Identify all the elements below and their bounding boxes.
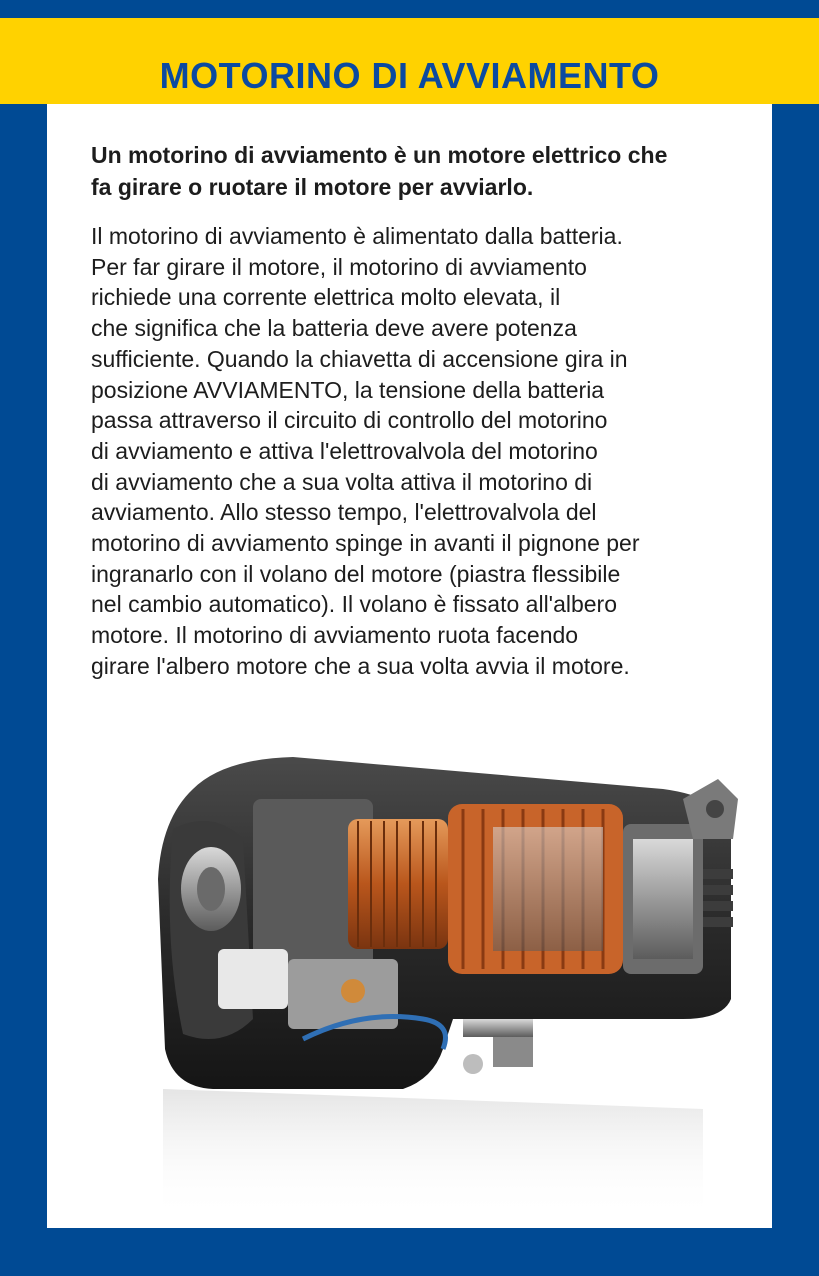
title-bar [47, 47, 772, 104]
body-paragraph: Il motorino di avviamento è alimentato dalla batteria. Per far girare il motore, il motorino di avviamento richiede una corrente elettrica molto elevata, il che significa che la batteria deve avere potenza sufficiente. Quando la chiavetta di accensione gira in posizione AVVIAMENTO, la tensione della batteria passa attraverso il circuito di controllo del motorino di avviamento e attiva l'elettrovalvola del motorino di avviamento che a sua volta attiva il motorino di avviamento. Allo stesso tempo, l'elettrovalvola del motorino di avviamento spinge in avanti il pignone per ingranarlo con il volano del motore (piastra flessibile nel cambio automatico). Il volano è fissato all'albero motore. Il motorino di avviamento ruota facendo girare l'albero motore che a sua volta avvia il motore. [91, 223, 640, 679]
page-title: MOTORINO DI AVVIAMENTO [159, 54, 660, 96]
content-card [47, 47, 772, 1228]
starter-motor-cutaway-icon [103, 719, 743, 1219]
text-block [91, 139, 741, 682]
lead-paragraph: Un motorino di avviamento è un motore elettrico che fa girare o ruotare il motore per avviarlo. [91, 142, 668, 200]
